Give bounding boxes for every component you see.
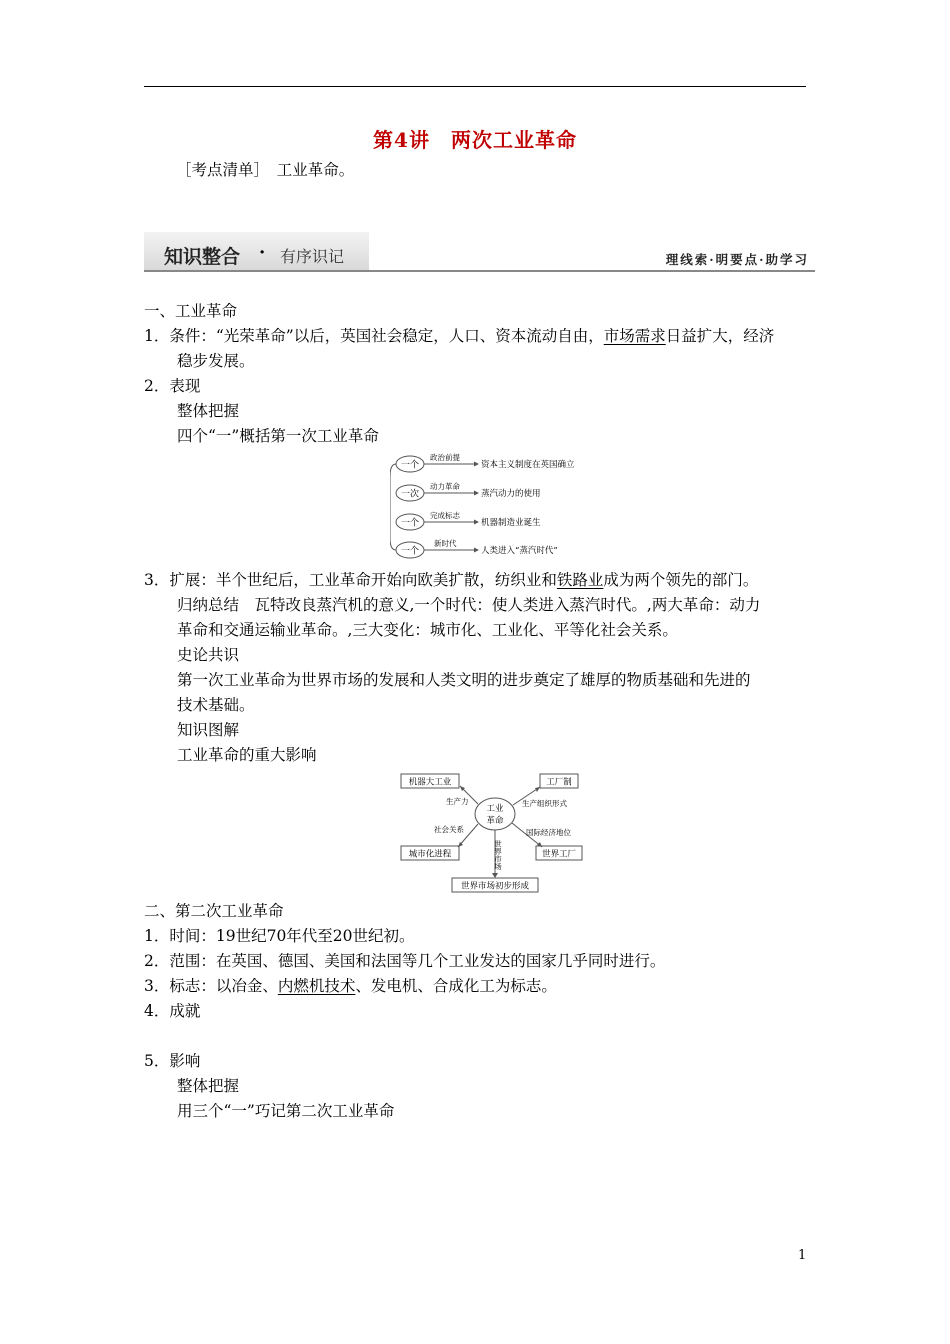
box-text: 机器大工业 — [408, 777, 452, 788]
diagram1-row-2 — [396, 481, 541, 501]
s2-heading: 二、第二次工业革命 — [144, 902, 284, 920]
s1-consensus-a: 第一次工业革命为世界市场的发展和人类文明的进步奠定了雄厚的物质基础和先进的 — [177, 671, 751, 689]
diagram1-row-1 — [396, 452, 575, 472]
s2-item3-underline: 内燃机技术 — [277, 977, 356, 995]
diagram1-oval-text: 一个 — [400, 546, 420, 557]
s2-item3 — [144, 974, 557, 998]
s1-item1-underline: 市场需求 — [603, 327, 666, 345]
diagram1-result: 机器制造业诞生 — [481, 518, 541, 528]
s1-item2: 2．表现 — [144, 377, 201, 395]
s2-item2: 2．范围：在英国、德国、美国和法国等几个工业发达的国家几乎同时进行。 — [144, 952, 666, 970]
diagram1-oval-text: 一个 — [400, 518, 420, 529]
s2-item5: 5．影响 — [144, 1052, 201, 1070]
impact-label-intl: 国际经济地位 — [526, 828, 571, 837]
four-one-diagram — [390, 452, 600, 562]
s1-item1-suffix: 日益扩大，经济 — [665, 327, 775, 345]
diagram1-result: 人类进入“蒸汽时代” — [481, 546, 558, 556]
diagram1-result: 蒸汽动力的使用 — [481, 489, 541, 499]
s2-item4: 4．成就 — [144, 1002, 201, 1020]
s1-heading: 一、工业革命 — [144, 302, 238, 320]
box-text: 世界市场初步形成 — [460, 881, 530, 892]
diagram1-arrow-label: 新时代 — [434, 539, 457, 548]
s1-four-one: 四个“一”概括第一次工业革命 — [177, 427, 379, 445]
impact-label-production-form: 生产组织形式 — [522, 799, 567, 808]
impact-box-mr — [536, 846, 582, 860]
s1-item3-line-a — [144, 568, 758, 592]
s2-item3-prefix: 3．标志：以冶金、 — [144, 977, 278, 995]
impact-diagram — [394, 768, 590, 896]
s1-summary-b: 革命和交通运输业革命。,三大变化：城市化、工业化、平等化社会关系。 — [177, 621, 678, 639]
s2-item3-suffix: 、发电机、合成化工为标志。 — [355, 977, 557, 995]
diagram1-result: 资本主义制度在英国确立 — [481, 460, 575, 470]
diagram1-arrowhead — [474, 491, 479, 496]
s1-consensus: 史论共识 — [177, 646, 240, 664]
s1-overall: 整体把握 — [177, 402, 240, 420]
impact-box-tl — [401, 774, 459, 788]
s2-item1: 1．时间：19世纪70年代至20世纪初。 — [144, 927, 415, 945]
diagram1-arrow-label: 政治前提 — [430, 453, 460, 462]
s1-item3-suffix: 成为两个领先的部门。 — [603, 571, 759, 589]
diagram1-arrow-label: 动力革命 — [430, 482, 460, 491]
band-dot: · — [259, 242, 266, 263]
impact-label-world-market: 世界市场 — [493, 840, 503, 870]
diagram1-arrowhead — [474, 548, 479, 553]
s1-item3-underline: 铁路业 — [556, 571, 604, 589]
diagram1-bracket — [390, 464, 396, 550]
s1-impact: 工业革命的重大影响 — [177, 746, 317, 764]
diagram1-row-4 — [396, 538, 558, 558]
s1-item1-line-a — [144, 324, 774, 348]
section-band — [144, 232, 815, 272]
band-subheading: 有序识记 — [280, 247, 345, 266]
s1-consensus-b: 技术基础。 — [177, 696, 255, 714]
impact-label-productivity: 生产力 — [446, 797, 469, 806]
header-rule — [144, 86, 806, 87]
diagram1-arrowhead — [474, 462, 479, 467]
box-text: 世界工厂 — [541, 849, 577, 860]
s1-item3-prefix: 3．扩展：半个世纪后，工业革命开始向欧美扩散，纺织业和 — [144, 571, 557, 589]
diagram1-row-3 — [396, 510, 541, 530]
s1-item1-prefix: 1．条件：“光荣革命”以后，英国社会稳定，人口、资本流动自由， — [144, 327, 604, 345]
band-right-text: 理线索·明要点·助学习 — [665, 252, 809, 267]
page-number: 1 — [798, 1248, 807, 1263]
exam-points: ［考点清单］ 工业革命。 — [176, 161, 355, 179]
band-heading: 知识整合 — [164, 246, 241, 268]
diagram1-arrowhead — [474, 520, 479, 525]
impact-box-tr — [540, 774, 578, 788]
diagram1-oval-text: 一次 — [400, 489, 420, 500]
impact-center-line1: 工业 — [486, 804, 504, 814]
impact-box-bottom — [452, 878, 538, 892]
page-title: 第4讲 两次工业革命 — [373, 128, 577, 152]
diagram1-oval-text: 一个 — [400, 460, 420, 471]
s1-item1-line-b: 稳步发展。 — [177, 352, 255, 370]
impact-box-ml — [401, 846, 459, 860]
s2-three-one: 用三个“一”巧记第二次工业革命 — [177, 1102, 395, 1120]
impact-center-line2: 革命 — [486, 816, 504, 826]
s1-summary-a: 归纳总结 瓦特改良蒸汽机的意义,一个时代：使人类进入蒸汽时代。,两大革命：动力 — [177, 596, 761, 614]
diagram1-arrow-label: 完成标志 — [430, 511, 460, 520]
box-text: 城市化进程 — [408, 849, 452, 860]
s1-diagram-label: 知识图解 — [177, 721, 240, 739]
box-text: 工厂制 — [546, 777, 572, 788]
s2-overall: 整体把握 — [177, 1077, 240, 1095]
impact-label-social: 社会关系 — [434, 825, 464, 834]
band-underline — [144, 270, 815, 272]
